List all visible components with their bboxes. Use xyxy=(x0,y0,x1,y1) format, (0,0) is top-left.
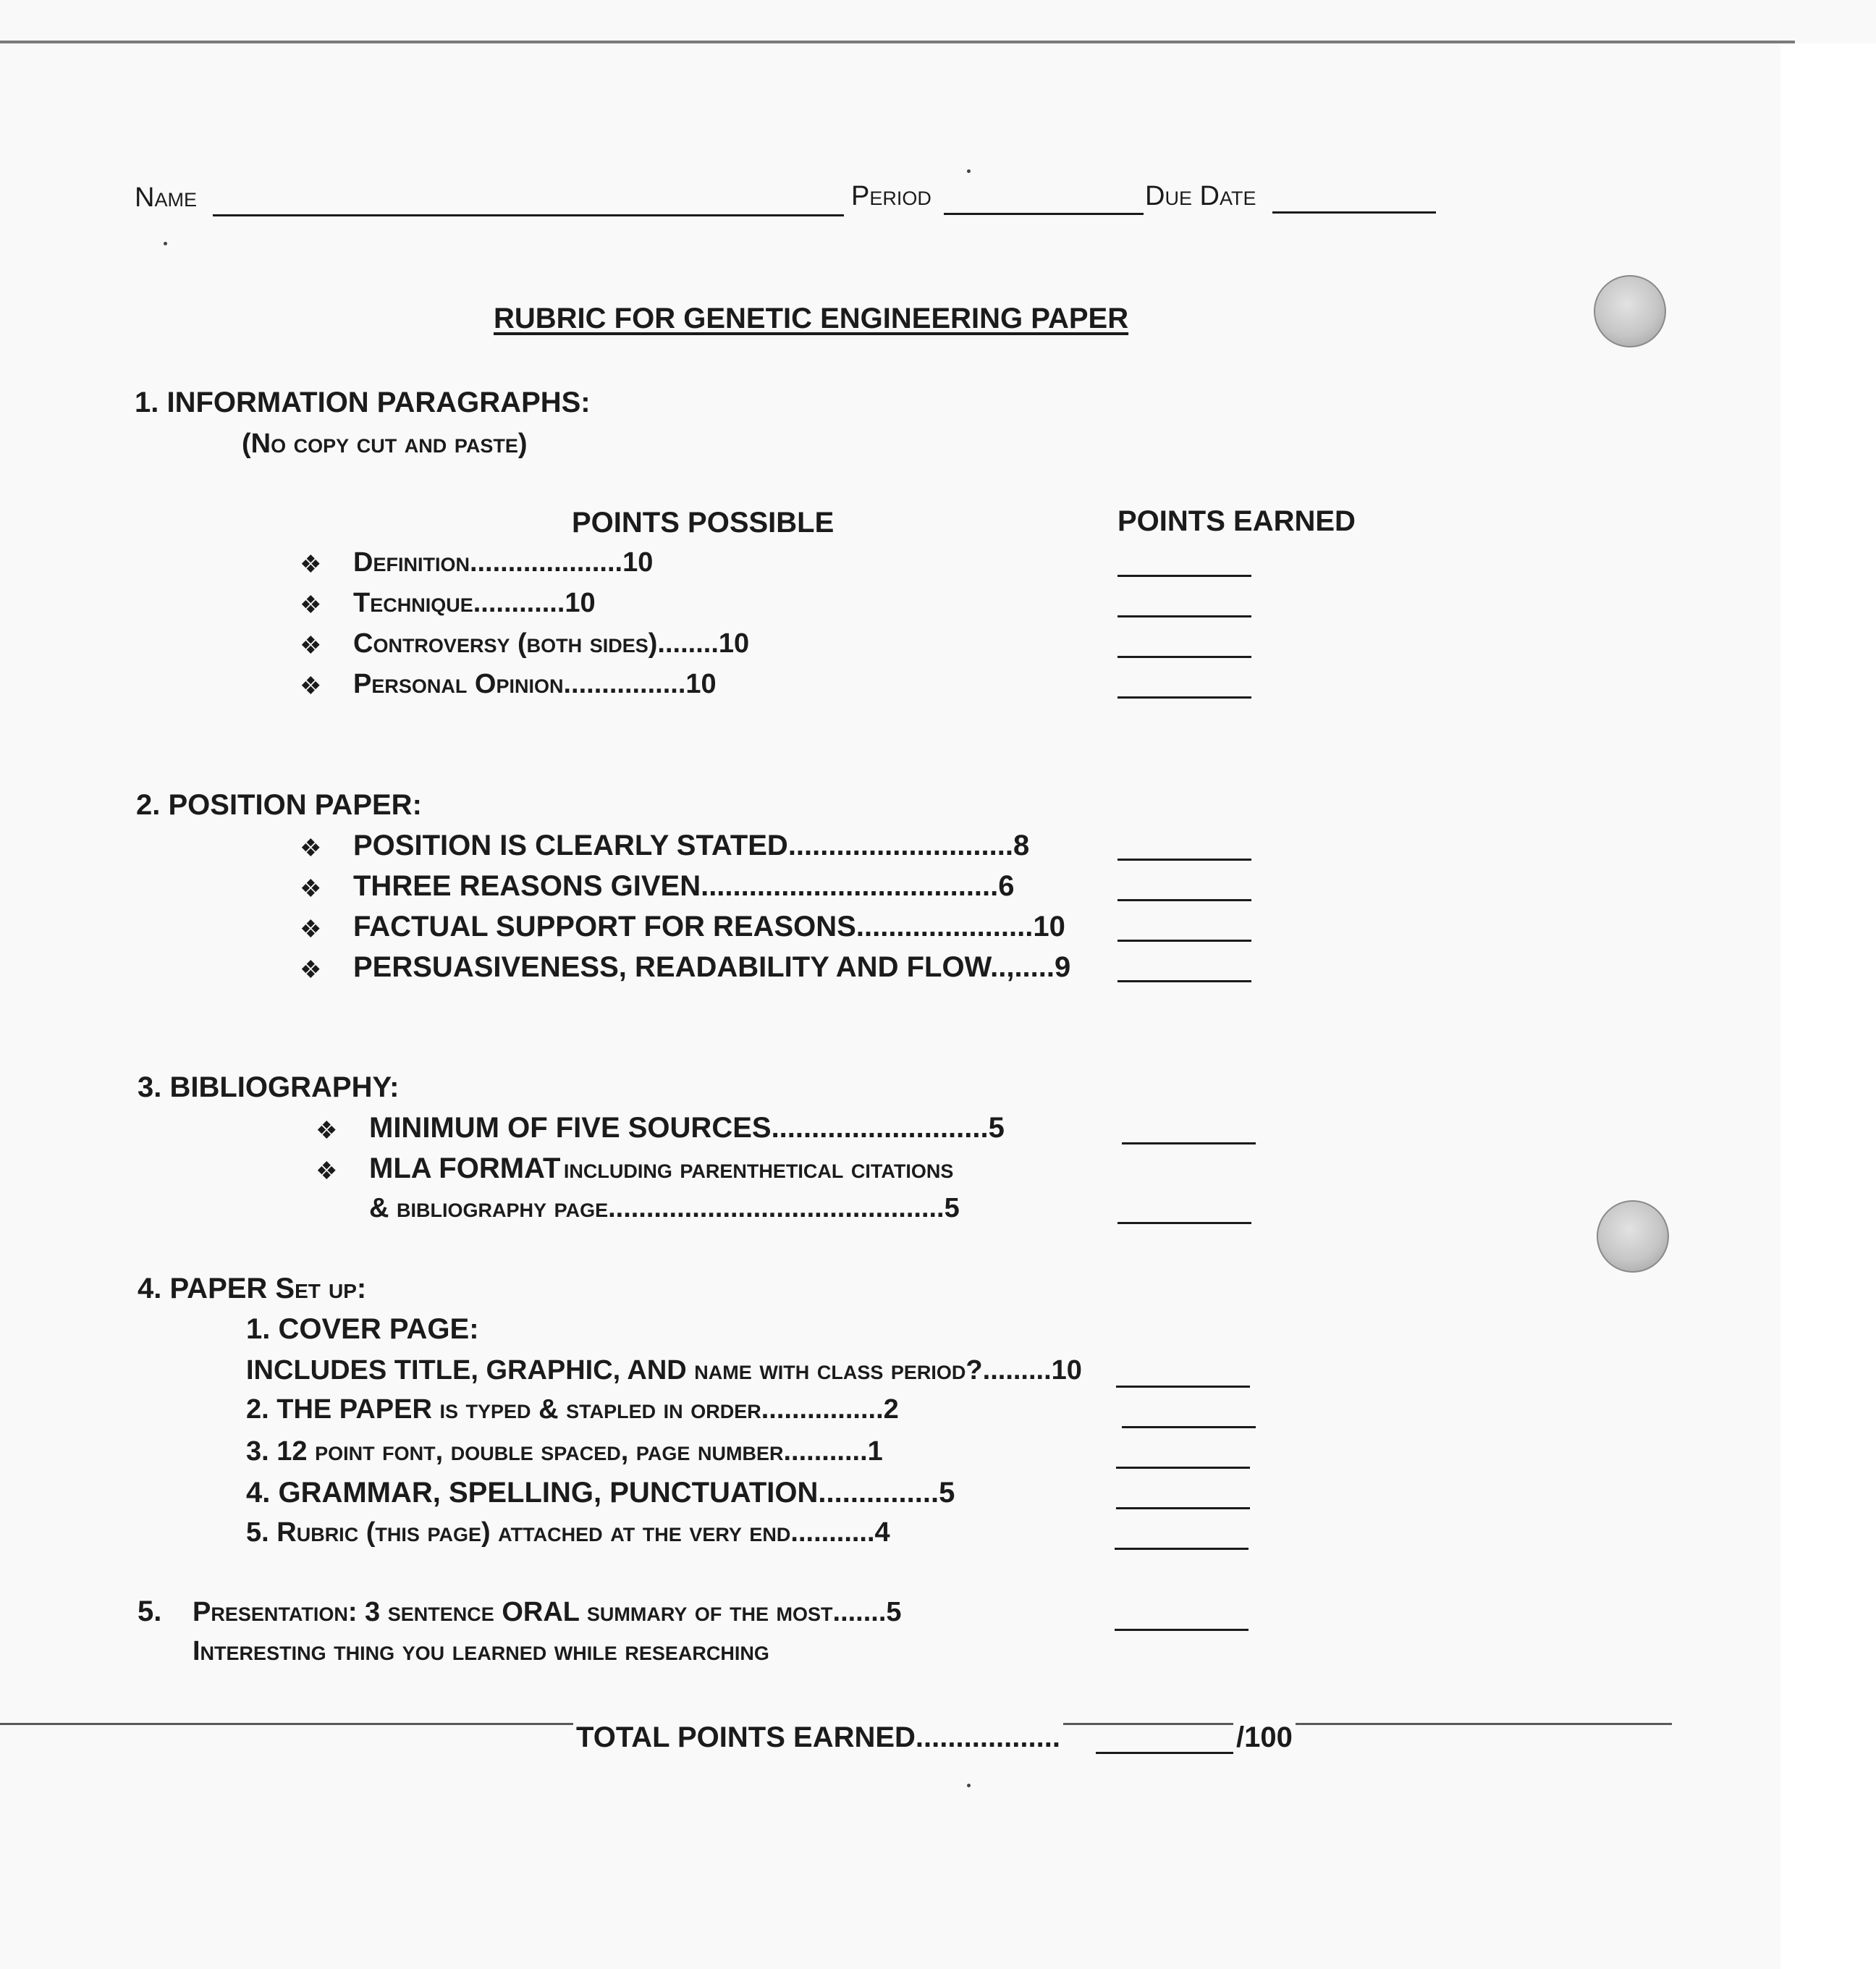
s1-item-controversy: Controversy (both sides)........10 xyxy=(353,628,750,659)
s1-earned-blank-1[interactable] xyxy=(1117,575,1251,577)
section3-heading: 3. BIBLIOGRAPHY: xyxy=(138,1071,400,1103)
due-date-field-line[interactable] xyxy=(1272,211,1436,214)
bullet-icon: ❖ xyxy=(316,1158,338,1185)
s1-item-definition: Definition....................10 xyxy=(353,547,654,578)
points-earned-header: POINTS EARNED xyxy=(1117,505,1356,537)
bullet-icon: ❖ xyxy=(300,673,322,700)
s4-earned-blank-3[interactable] xyxy=(1116,1467,1250,1469)
page-title: RUBRIC FOR GENETIC ENGINEERING PAPER xyxy=(494,303,1129,334)
total-points-label: TOTAL POINTS EARNED.................. xyxy=(573,1721,1063,1754)
period-label: Period xyxy=(851,181,931,211)
s2-item-position: POSITION IS CLEARLY STATED............................8 xyxy=(353,830,1030,861)
points-possible-header: POINTS POSSIBLE xyxy=(572,507,835,539)
s4-earned-blank-5[interactable] xyxy=(1115,1548,1248,1550)
total-out-of: /100 xyxy=(1233,1721,1296,1754)
bullet-icon: ❖ xyxy=(300,591,322,619)
s2-earned-blank-4[interactable] xyxy=(1117,980,1251,982)
section1-heading: 1. INFORMATION PARAGRAPHS: xyxy=(135,387,591,418)
bullet-icon: ❖ xyxy=(300,551,322,578)
s1-earned-blank-4[interactable] xyxy=(1117,696,1251,699)
section1-note: (No copy cut and paste) xyxy=(242,429,528,459)
bullet-icon: ❖ xyxy=(300,956,322,984)
s3-item-mla-main: MLA FORMAT xyxy=(369,1152,561,1184)
section2-heading: 2. POSITION PAPER: xyxy=(136,789,422,821)
s2-item-reasons: THREE REASONS GIVEN.....................................6 xyxy=(353,870,1015,902)
top-page-edge xyxy=(0,41,1795,43)
section4-heading: 4. PAPER Set up: xyxy=(138,1273,367,1304)
s1-earned-blank-3[interactable] xyxy=(1117,656,1251,658)
s2-item-factual-support: FACTUAL SUPPORT FOR REASONS......................10 xyxy=(353,911,1065,943)
section5-line1: Presentation: 3 sentence ORAL summary of the most.......5 xyxy=(193,1597,902,1627)
bullet-icon: ❖ xyxy=(300,916,322,943)
s4-earned-blank-1[interactable] xyxy=(1116,1386,1250,1388)
scan-speck xyxy=(967,1784,971,1787)
bullet-icon: ❖ xyxy=(316,1117,338,1144)
bullet-icon: ❖ xyxy=(300,875,322,903)
s3-item-mla xyxy=(369,1152,953,1185)
right-page-edge xyxy=(1780,43,1876,1969)
s3-earned-blank-2[interactable] xyxy=(1117,1222,1251,1224)
s2-earned-blank-2[interactable] xyxy=(1117,899,1251,901)
s4-earned-blank-4[interactable] xyxy=(1116,1507,1250,1509)
s3-item-mla-line2: & bibliography page............................................5 xyxy=(369,1193,960,1223)
scan-speck xyxy=(967,169,971,173)
s4-item-font-spacing: 3. 12 point font, double spaced, page number...........1 xyxy=(246,1436,883,1467)
s4-item-typed-stapled: 2. THE PAPER is typed & stapled in order................2 xyxy=(246,1394,899,1425)
s4-earned-blank-2[interactable] xyxy=(1122,1426,1256,1428)
name-label: Name xyxy=(135,182,197,213)
s2-earned-blank-1[interactable] xyxy=(1117,859,1251,861)
due-date-label: Due Date xyxy=(1145,181,1256,211)
punch-hole-middle xyxy=(1597,1200,1669,1273)
s4-item-cover-includes: INCLUDES TITLE, GRAPHIC, AND name with class period?.........10 xyxy=(246,1355,1082,1386)
total-points-blank[interactable] xyxy=(1096,1752,1233,1754)
period-field-line[interactable] xyxy=(944,213,1144,215)
s2-item-persuasiveness: PERSUASIVENESS, READABILITY AND FLOW..,.....9 xyxy=(353,951,1071,983)
s4-item-grammar: 4. GRAMMAR, SPELLING, PUNCTUATION...............5 xyxy=(246,1477,955,1509)
name-field-line[interactable] xyxy=(213,214,844,216)
scan-speck xyxy=(164,242,167,245)
s4-item-rubric-attached: 5. Rubric (this page) attached at the very end...........4 xyxy=(246,1517,890,1548)
s3-item-mla-rest: including parenthetical citations xyxy=(563,1154,954,1184)
section5-line2: Interesting thing you learned while researching xyxy=(193,1636,769,1666)
punch-hole-top xyxy=(1594,275,1666,347)
s3-earned-blank-1[interactable] xyxy=(1122,1142,1256,1144)
bullet-icon: ❖ xyxy=(300,835,322,862)
section4-cover-heading: 1. COVER PAGE: xyxy=(246,1313,479,1345)
s2-earned-blank-3[interactable] xyxy=(1117,940,1251,942)
s1-item-technique: Technique............10 xyxy=(353,588,596,618)
s1-earned-blank-2[interactable] xyxy=(1117,615,1251,617)
s5-earned-blank[interactable] xyxy=(1115,1629,1248,1631)
s1-item-personal-opinion: Personal Opinion................10 xyxy=(353,669,717,699)
bullet-icon: ❖ xyxy=(300,632,322,659)
section5-number: 5. xyxy=(138,1595,162,1627)
s3-item-sources: MINIMUM OF FIVE SOURCES...........................5 xyxy=(369,1112,1005,1144)
